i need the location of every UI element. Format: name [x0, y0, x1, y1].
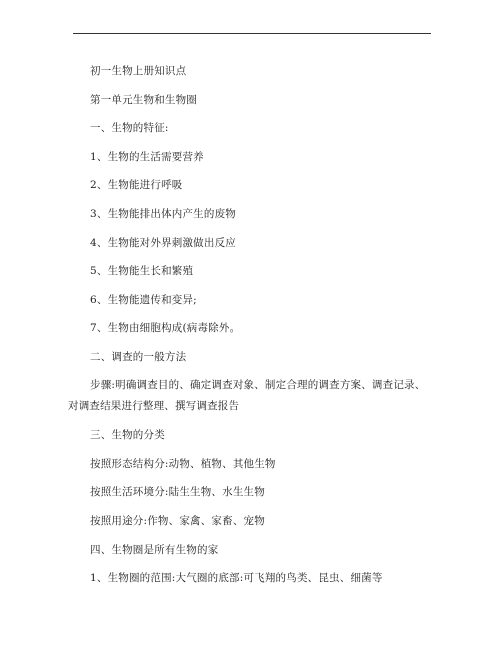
list-item: 7、生物由细胞构成(病毒除外。 — [90, 322, 241, 335]
section-heading-1: 一、生物的特征: — [90, 122, 169, 135]
list-item: 5、生物能生长和繁殖 — [90, 265, 194, 278]
list-item: 按照形态结构分:动物、植物、其他生物 — [90, 457, 276, 470]
section-heading-3: 三、生物的分类 — [90, 429, 165, 442]
list-item: 1、生物圈的范围:大气圈的底部:可飞翔的鸟类、昆虫、细菌等 — [90, 572, 383, 585]
list-item: 1、生物的生活需要营养 — [90, 150, 204, 163]
list-item: 6、生物能遗传和变异; — [90, 293, 197, 306]
section-heading-2: 二、调查的一般方法 — [90, 350, 187, 363]
unit-heading: 第一单元生物和生物圈 — [90, 93, 197, 106]
document-body — [68, 64, 434, 600]
list-item: 2、生物能进行呼吸 — [90, 179, 183, 192]
steps-paragraph: 步骤:明确调查目的、确定调查对象、制定合理的调查方案、调查记录、对调查结果进行整理、撰写调查报告 — [68, 379, 426, 413]
header-rule — [73, 33, 431, 34]
list-item: 按照生活环境分:陆生生物、水生生物 — [90, 486, 265, 499]
document-title: 初一生物上册知识点 — [90, 65, 187, 77]
list-item: 3、生物能排出体内产生的废物 — [90, 207, 236, 220]
list-item: 按照用途分:作物、家禽、家畜、宠物 — [90, 515, 265, 527]
list-item: 4、生物能对外界刺激做出反应 — [90, 236, 236, 249]
section-heading-4: 四、生物圈是所有生物的家 — [90, 543, 219, 556]
